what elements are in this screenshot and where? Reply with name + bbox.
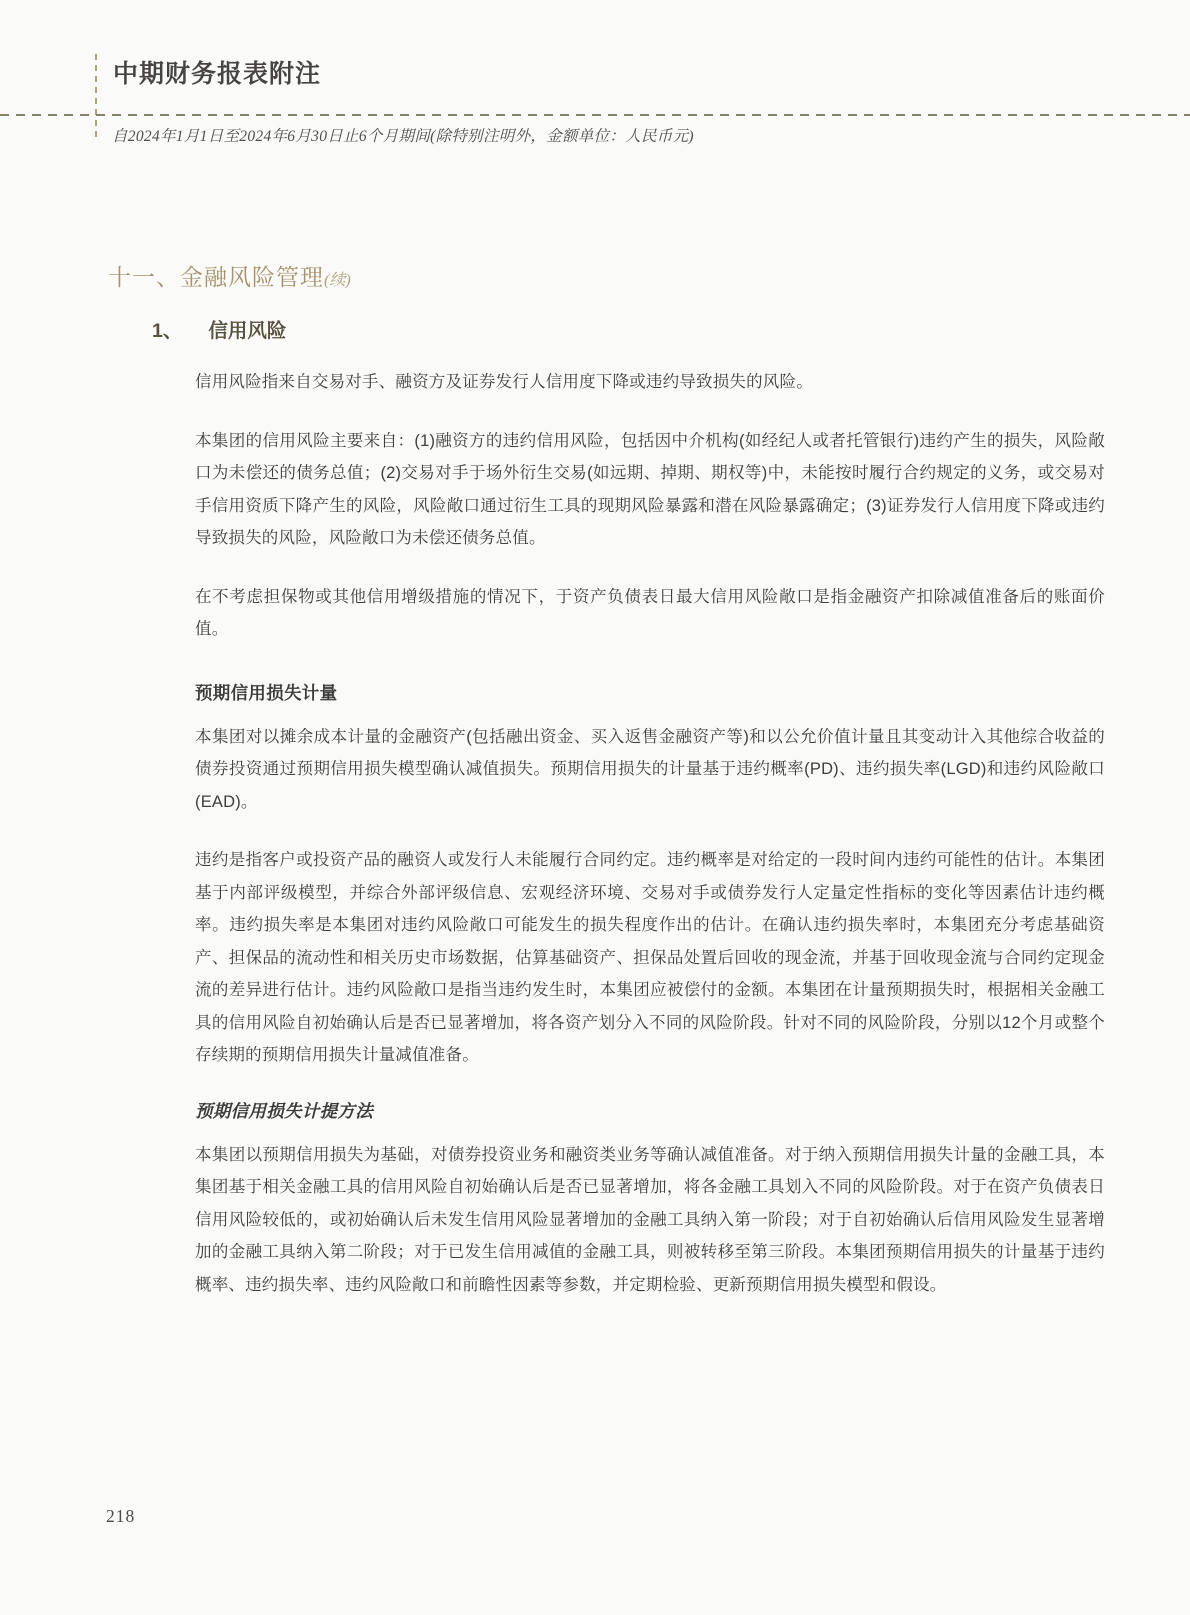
page-title: 中期财务报表附注 [113,61,322,88]
report-period-subtitle: 自2024年1月1日至2024年6月30日止6个月期间(除特别注明外，金额单位：人民币元) [112,128,694,145]
document-body [108,262,1106,1301]
header-accent-dashed-line [95,54,97,140]
page-number: 218 [106,1506,136,1526]
paragraph-ecl-stages: 本集团以预期信用损失为基础，对债券投资业务和融资类业务等确认减值准备。对于纳入预期信用损失计量的金融工具，本集团基于相关金融工具的信用风险自初始确认后是否已显著增加，将各金融工具划入不同的风险阶段。对于在资产负债表日信用风险较低的，或初始确认后未发生信用风险显著增加的金融工具纳入第一阶段；对于自初始确认后信用风险发生显著增加的金融工具纳入第二阶段；对于已发生信用减值的金融工具，则被转移至第三阶段。本集团预期信用损失的计量基于违约概率、违约损失率、违约风险敞口和前瞻性因素等参数，并定期检验、更新预期信用损失模型和假设。 [195,1145,1105,1294]
paragraph-default-definitions: 违约是指客户或投资产品的融资人或发行人未能履行合同约定。违约概率是对给定的一段时间内违约可能性的估计。本集团基于内部评级模型，并综合外部评级信息、宏观经济环境、交易对手或债券发行人定量定性指标的变化等因素估计违约概率。违约损失率是本集团对违约风险敞口可能发生的损失程度作出的估计。在确认违约损失率时，本集团充分考虑基础资产、担保品的流动性和相关历史市场数据，估算基础资产、担保品处置后回收的现金流，并基于回收现金流与合同约定现金流的差异进行估计。违约风险敞口是指当违约发生时，本集团应被偿付的金额。本集团在计量预期损失时，根据相关金融工具的信用风险自初始确认后是否已显著增加，将各资产划分入不同的风险阶段。针对不同的风险阶段，分别以12个月或整个存续期的预期信用损失计量减值准备。 [195,851,1105,1064]
header-dashed-divider [0,114,1190,116]
subsection-heading [152,318,1106,344]
section-heading-label: 十一、金融风险管理 [108,264,324,290]
subsection-number: 1、 [152,320,183,342]
heading-ecl-method: 预期信用损失计提方法 [195,1100,373,1121]
paragraph-ecl-model: 本集团对以摊余成本计量的金融资产(包括融出资金、买入返售金融资产等)和以公允价值计量且其变动计入其他综合收益的债券投资通过预期信用损失模型确认减值损失。预期信用损失的计量基于违约概率(PD)、违约损失率(LGD)和违约风险敞口(EAD)。 [195,727,1105,811]
paragraph-credit-risk-sources: 本集团的信用风险主要来自：(1)融资方的违约信用风险，包括因中介机构(如经纪人或者托管银行)违约产生的损失，风险敞口为未偿还的债务总值；(2)交易对手于场外衍生交易(如远期、掉期、期权等)中，未能按时履行合约规定的义务，或交易对手信用资质下降产生的风险，风险敞口通过衍生工具的现期风险暴露和潜在风险暴露确定；(3)证券发行人信用度下降或违约导致损失的风险，风险敞口为未偿还债务总值。 [195,431,1105,547]
paragraph-max-exposure: 在不考虑担保物或其他信用增级措施的情况下，于资产负债表日最大信用风险敞口是指金融资产扣除减值准备后的账面价值。 [195,587,1105,638]
subsection-title: 信用风险 [208,320,287,342]
section-continued-suffix: (续) [324,272,351,289]
paragraph-credit-risk-definition: 信用风险指来自交易对手、融资方及证券发行人信用度下降或违约导致损失的风险。 [195,373,813,391]
heading-ecl-measurement: 预期信用损失计量 [195,682,338,703]
section-heading [108,262,1106,296]
